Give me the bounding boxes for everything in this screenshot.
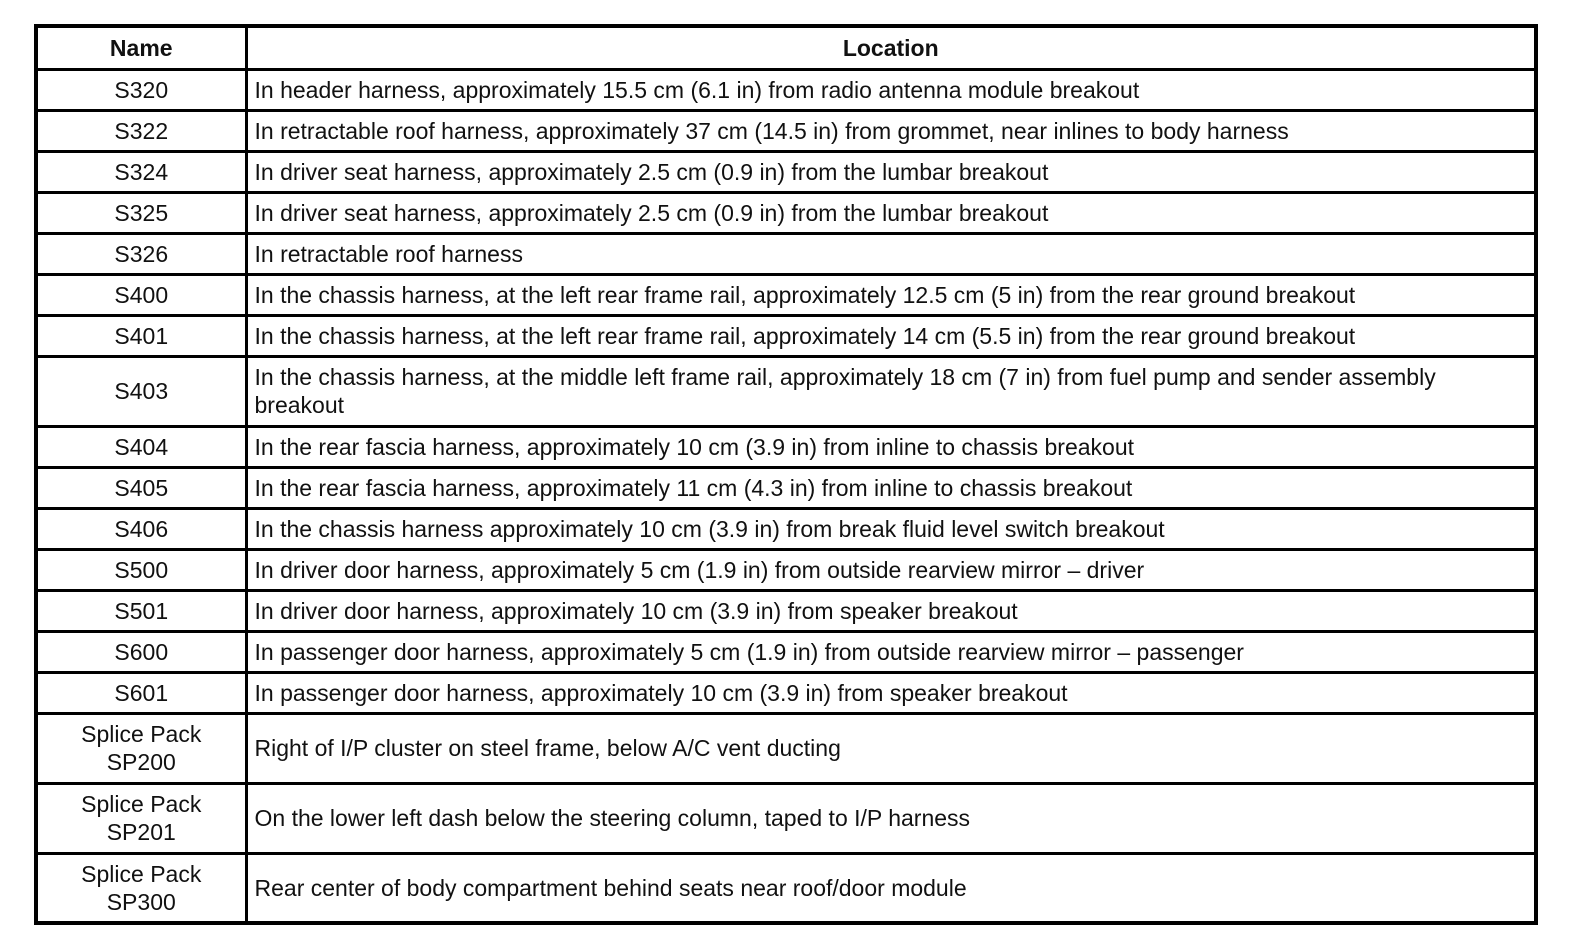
table-row bbox=[36, 356, 1536, 426]
splice-name: S601 bbox=[36, 672, 246, 713]
table-row bbox=[36, 853, 1536, 923]
splice-name: S403 bbox=[36, 356, 246, 426]
splice-name: S326 bbox=[36, 233, 246, 274]
splice-pack-name bbox=[36, 783, 246, 853]
splice-pack-label: Splice Pack bbox=[81, 860, 202, 887]
header-name: Name bbox=[36, 26, 246, 69]
splice-pack-name bbox=[36, 713, 246, 783]
table-row bbox=[36, 672, 1536, 713]
table-row bbox=[36, 783, 1536, 853]
splice-pack-id: SP300 bbox=[106, 888, 176, 915]
table-row bbox=[36, 713, 1536, 783]
splice-name: S322 bbox=[36, 110, 246, 151]
splice-location: In the chassis harness, at the left rear frame rail, approximately 12.5 cm (5 in) from the rear ground breakout bbox=[246, 274, 1536, 315]
table-row bbox=[36, 549, 1536, 590]
splice-name: S325 bbox=[36, 192, 246, 233]
table-row bbox=[36, 467, 1536, 508]
table-row bbox=[36, 192, 1536, 233]
splice-location: In retractable roof harness bbox=[246, 233, 1536, 274]
splice-location: In passenger door harness, approximately 10 cm (3.9 in) from speaker breakout bbox=[246, 672, 1536, 713]
splice-name: S500 bbox=[36, 549, 246, 590]
splice-location: In driver seat harness, approximately 2.5 cm (0.9 in) from the lumbar breakout bbox=[246, 192, 1536, 233]
splice-location-table bbox=[34, 24, 1538, 925]
splice-name: S405 bbox=[36, 467, 246, 508]
splice-location: In the chassis harness approximately 10 cm (3.9 in) from break fluid level switch breakout bbox=[246, 508, 1536, 549]
splice-location: In passenger door harness, approximately 5 cm (1.9 in) from outside rearview mirror – passenger bbox=[246, 631, 1536, 672]
splice-location: Right of I/P cluster on steel frame, below A/C vent ducting bbox=[246, 713, 1536, 783]
splice-location: In the rear fascia harness, approximately 10 cm (3.9 in) from inline to chassis breakout bbox=[246, 426, 1536, 467]
splice-name: S401 bbox=[36, 315, 246, 356]
table-row bbox=[36, 151, 1536, 192]
splice-location: In header harness, approximately 15.5 cm (6.1 in) from radio antenna module breakout bbox=[246, 69, 1536, 110]
table-row bbox=[36, 590, 1536, 631]
splice-location: In driver seat harness, approximately 2.5 cm (0.9 in) from the lumbar breakout bbox=[246, 151, 1536, 192]
splice-location: In the chassis harness, at the middle left frame rail, approximately 18 cm (7 in) from fuel pump and sender assembly breakout bbox=[246, 356, 1536, 426]
splice-name: S501 bbox=[36, 590, 246, 631]
splice-location: In the chassis harness, at the left rear frame rail, approximately 14 cm (5.5 in) from the rear ground breakout bbox=[246, 315, 1536, 356]
table-row bbox=[36, 631, 1536, 672]
splice-location: In driver door harness, approximately 5 cm (1.9 in) from outside rearview mirror – driver bbox=[246, 549, 1536, 590]
header-row bbox=[36, 26, 1536, 69]
table-row bbox=[36, 69, 1536, 110]
table-row bbox=[36, 274, 1536, 315]
splice-location: In retractable roof harness, approximately 37 cm (14.5 in) from grommet, near inlines to body harness bbox=[246, 110, 1536, 151]
header-location: Location bbox=[246, 26, 1536, 69]
splice-name: S406 bbox=[36, 508, 246, 549]
splice-name: S324 bbox=[36, 151, 246, 192]
splice-location: On the lower left dash below the steering column, taped to I/P harness bbox=[246, 783, 1536, 853]
splice-pack-id: SP200 bbox=[106, 749, 176, 775]
table-row bbox=[36, 508, 1536, 549]
table-row bbox=[36, 315, 1536, 356]
splice-pack-id: SP201 bbox=[106, 819, 176, 845]
splice-location: In driver door harness, approximately 10 cm (3.9 in) from speaker breakout bbox=[246, 590, 1536, 631]
splice-name: S400 bbox=[36, 274, 246, 315]
splice-location: Rear center of body compartment behind seats near roof/door module bbox=[246, 853, 1536, 923]
splice-name: S320 bbox=[36, 69, 246, 110]
table-row bbox=[36, 233, 1536, 274]
table-row bbox=[36, 110, 1536, 151]
splice-location: In the rear fascia harness, approximately 11 cm (4.3 in) from inline to chassis breakout bbox=[246, 467, 1536, 508]
table-row bbox=[36, 426, 1536, 467]
splice-pack-label: Splice Pack bbox=[81, 791, 202, 817]
splice-pack-label: Splice Pack bbox=[81, 721, 202, 747]
splice-name: S404 bbox=[36, 426, 246, 467]
splice-pack-name bbox=[36, 853, 246, 923]
splice-name: S600 bbox=[36, 631, 246, 672]
